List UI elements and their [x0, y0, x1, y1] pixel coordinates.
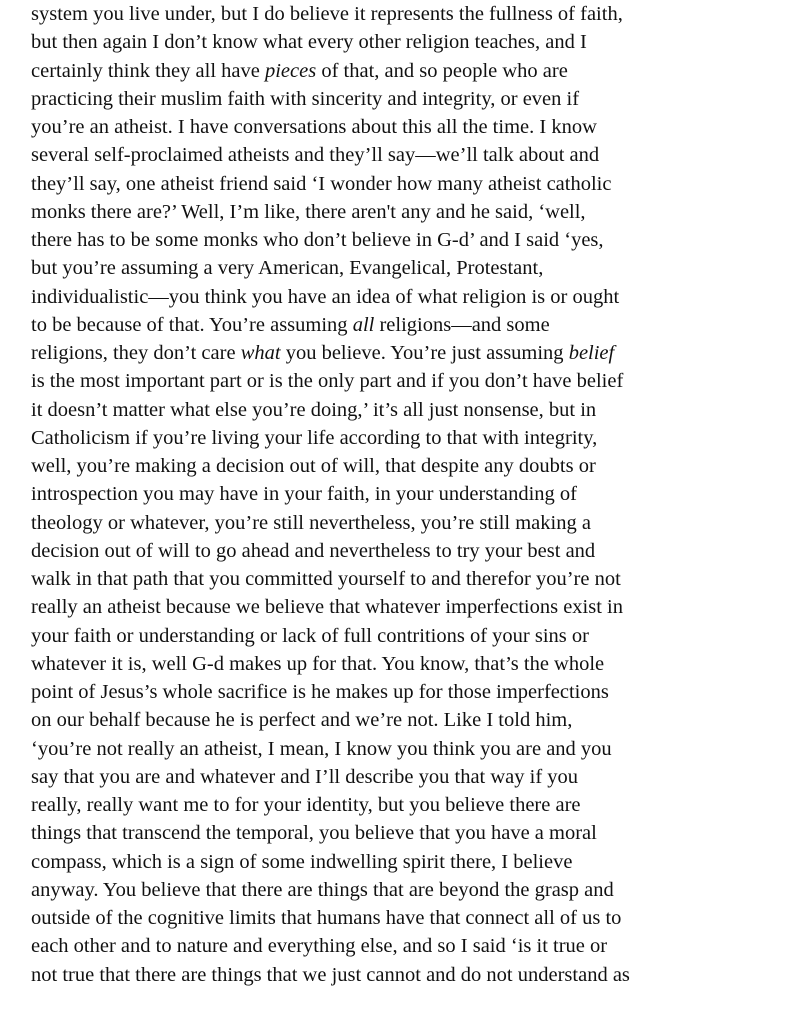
text-segment: religions—and some [374, 313, 550, 336]
text-line [31, 622, 791, 650]
text-line [31, 593, 791, 621]
document-body [31, 0, 791, 989]
text-segment: ‘you’re not really an atheist, I mean, I know you think you are and you [31, 737, 612, 760]
text-line [31, 424, 791, 452]
text-segment: point of Jesus’s whole sacrifice is he makes up for those imperfections [31, 681, 609, 703]
text-line [31, 57, 791, 85]
text-line [31, 254, 791, 282]
text-line [31, 537, 791, 565]
text-segment: but you’re assuming a very American, Evangelical, Protestant, [31, 257, 544, 280]
text-line [31, 565, 791, 593]
text-segment: you believe. You’re just assuming [280, 342, 569, 364]
text-segment: introspection you may have in your faith, in your understanding of [31, 483, 577, 506]
text-segment: anyway. You believe that there are things that are beyond the grasp and [31, 878, 614, 901]
text-segment: Catholicism if you’re living your life according to that with integrity, [31, 426, 598, 449]
text-line [31, 650, 791, 678]
text-segment: your faith or understanding or lack of full contritions of your sins or [31, 624, 589, 647]
text-line [31, 113, 791, 141]
text-line [31, 904, 791, 932]
text-line [31, 141, 791, 169]
text-segment: it doesn’t matter what else you’re doing,’ it’s all just nonsense, but in [31, 398, 597, 421]
text-segment: system you live under, but I do believe it represents the fullness of faith, [31, 3, 623, 25]
text-line [31, 226, 791, 254]
text-line [31, 28, 791, 56]
text-segment: really, really want me to for your identity, but you believe there are [31, 794, 581, 816]
text-line [31, 283, 791, 311]
text-segment: on our behalf because he is perfect and we’re not. Like I told him, [31, 709, 573, 732]
text-line [31, 311, 791, 339]
text-segment: outside of the cognitive limits that humans have that connect all of us to [31, 907, 622, 929]
text-line [31, 848, 791, 876]
text-segment: each other and to nature and everything else, and so I said ‘is it true or [31, 935, 608, 958]
text-line [31, 876, 791, 904]
text-segment: of that, and so people who are [316, 59, 568, 82]
text-segment: whatever it is, well G-d makes up for that. You know, that’s the whole [31, 652, 605, 675]
text-segment: religions, they don’t care [31, 342, 241, 364]
text-segment: compass, which is a sign of some indwelling spirit there, I believe [31, 850, 573, 873]
italic-text: pieces [264, 59, 317, 82]
text-line [31, 932, 791, 960]
text-segment: theology or whatever, you’re still nevertheless, you’re still making a [31, 511, 591, 534]
text-segment: individualistic—you think you have an idea of what religion is or ought [31, 285, 620, 308]
text-line [31, 367, 791, 395]
text-segment: they’ll say, one atheist friend said ‘I wonder how many atheist catholic [31, 172, 612, 195]
text-line [31, 85, 791, 113]
text-line [31, 735, 791, 763]
text-segment: monks there are?’ Well, I’m like, there aren't any and he said, ‘well, [31, 200, 586, 223]
text-segment: really an atheist because we believe that whatever imperfections exist in [31, 596, 623, 619]
text-line [31, 791, 791, 819]
text-segment: certainly think they all have [31, 59, 265, 82]
text-line [31, 0, 791, 28]
text-line [31, 339, 791, 367]
text-segment: but then again I don’t know what every other religion teaches, and I [31, 31, 587, 54]
italic-text: belief [568, 342, 615, 364]
text-line [31, 763, 791, 791]
text-line [31, 509, 791, 537]
text-segment: decision out of will to go ahead and nevertheless to try your best and [31, 539, 596, 562]
text-segment: walk in that path that you committed yourself to and therefor you’re not [31, 568, 621, 590]
text-line [31, 452, 791, 480]
text-segment: several self-proclaimed atheists and they’ll say—we’ll talk about and [31, 144, 600, 167]
italic-text: all [352, 313, 375, 336]
text-segment: there has to be some monks who don’t believe in G-d’ and I said ‘yes, [31, 229, 604, 251]
text-line [31, 396, 791, 424]
italic-text: what [240, 342, 281, 364]
text-segment: you’re an atheist. I have conversations about this all the time. I know [31, 116, 597, 138]
text-line [31, 961, 791, 989]
text-line [31, 706, 791, 734]
text-line [31, 480, 791, 508]
text-segment: is the most important part or is the only part and if you don’t have belief [31, 370, 624, 393]
document-page [31, 0, 791, 989]
text-line [31, 819, 791, 847]
text-line [31, 170, 791, 198]
text-segment: not true that there are things that we just cannot and do not understand as [31, 963, 630, 986]
text-line [31, 198, 791, 226]
text-line [31, 678, 791, 706]
text-segment: well, you’re making a decision out of will, that despite any doubts or [31, 455, 596, 477]
text-segment: to be because of that. You’re assuming [31, 313, 353, 336]
text-segment: things that transcend the temporal, you believe that you have a moral [31, 822, 597, 845]
text-segment: say that you are and whatever and I’ll describe you that way if you [31, 765, 579, 788]
text-segment: practicing their muslim faith with sincerity and integrity, or even if [31, 87, 580, 110]
